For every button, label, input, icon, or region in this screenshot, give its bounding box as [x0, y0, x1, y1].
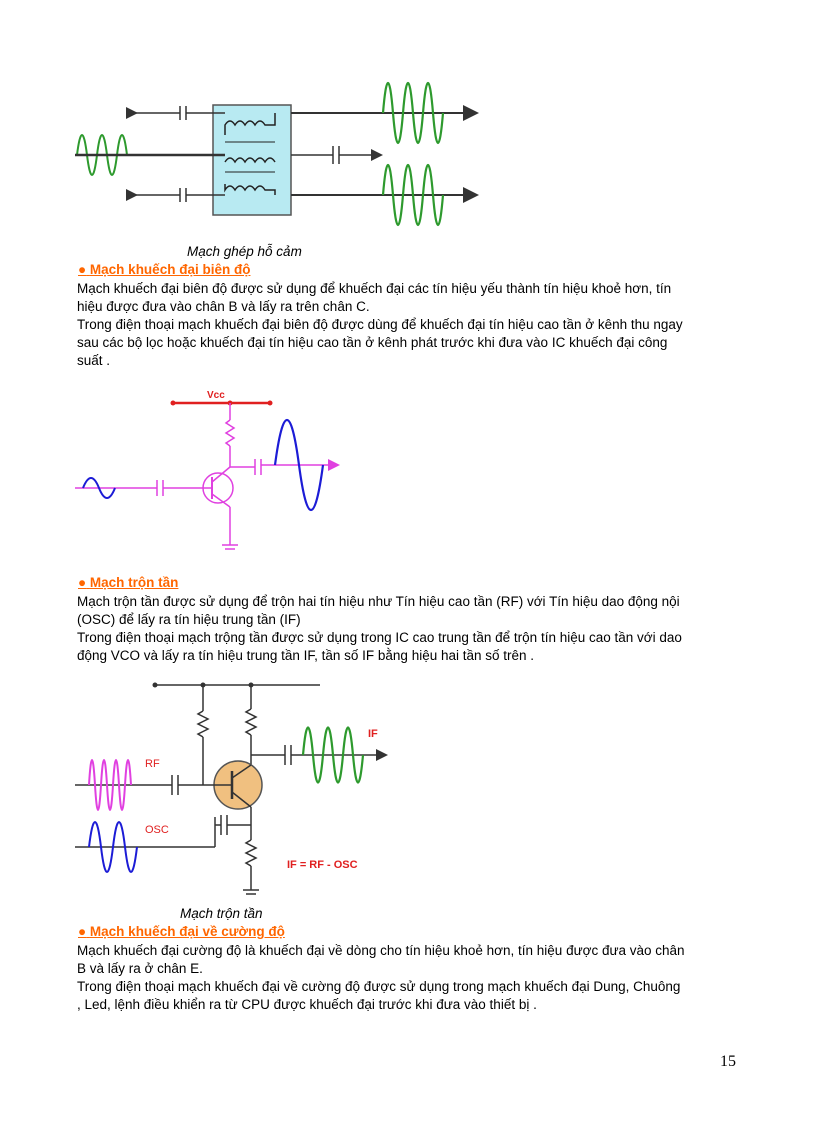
figure-amplifier-circuit	[75, 385, 355, 555]
paragraph-line: suất .	[77, 353, 111, 368]
paragraph-line: (OSC) để lấy ra tín hiệu trung tần (IF)	[77, 612, 301, 627]
paragraph-line: , Led, lệnh điều khiển ra từ CPU được khuếch đại trước khi đưa vào thiết bị .	[77, 997, 537, 1012]
heading-text: Mạch trộn tần	[89, 575, 179, 590]
paragraph-line: Trong điện thoại mạch khuếch đại về cường độ được sử dụng trong mạch khuếch đại Dung, Chuông	[77, 979, 681, 994]
bullet-icon: ●	[78, 262, 87, 277]
heading-text: Mạch khuếch đại về cường độ	[89, 924, 285, 939]
figure-mutual-inductance-circuit	[75, 80, 495, 210]
formula-label: IF = RF - OSC	[287, 859, 358, 871]
paragraph-line: Trong điện thoại mạch khuếch đại biên độ được dùng để khuếch đại tín hiệu cao tần ở kênh thu ngay	[77, 317, 683, 332]
paragraph-line: Trong điện thoại mạch trộng tần được sử dụng trong IC cao trung tần để trộn tín hiệu cao tần với dao	[77, 630, 682, 645]
bullet-icon: ●	[78, 575, 87, 590]
rf-label: RF	[145, 758, 160, 770]
figure3-caption: Mạch trộn tần	[180, 906, 263, 921]
if-label: IF	[368, 728, 378, 740]
figure1-caption: Mạch ghép hỗ cảm	[187, 244, 302, 259]
page-number: 15	[720, 1053, 736, 1070]
section-heading-amplitude	[78, 262, 250, 277]
paragraph-line: hiệu được đưa vào chân B và lấy ra trên chân C.	[77, 299, 370, 314]
vcc-label: Vcc	[207, 390, 225, 401]
paragraph-line: Mạch trộn tần được sử dụng để trộn hai tín hiệu như Tín hiệu cao tần (RF) với Tín hiệu dao động nội	[77, 594, 680, 609]
paragraph-line: B và lấy ra ở chân E.	[77, 961, 203, 976]
figure-mixer-circuit	[75, 675, 395, 905]
output-wave-bottom	[383, 165, 443, 225]
section-heading-mixer	[78, 575, 178, 590]
paragraph-line: Mạch khuếch đại biên độ được sử dụng để khuếch đại các tín hiệu yếu thành tín hiệu khoẻ hơn, tín	[77, 281, 672, 296]
output-wave-top	[383, 83, 443, 143]
osc-label: OSC	[145, 824, 169, 836]
section-heading-current	[78, 924, 285, 939]
if-wave	[303, 728, 363, 783]
bullet-icon: ●	[78, 924, 87, 939]
heading-text: Mạch khuếch đại biên độ	[89, 262, 251, 277]
paragraph-line: động VCO và lấy ra tín hiệu trung tần IF, tần số IF bằng hiệu hai tần số trên .	[77, 648, 535, 663]
paragraph-line: Mạch khuếch đại cường độ là khuếch đại về dòng cho tín hiệu khoẻ hơn, tín hiệu được đưa vào chân	[77, 943, 685, 958]
paragraph-line: sau các bộ lọc hoặc khuếch đại tín hiệu cao tần ở kênh phát trước khi đưa vào IC khuếch đại công	[77, 335, 668, 350]
